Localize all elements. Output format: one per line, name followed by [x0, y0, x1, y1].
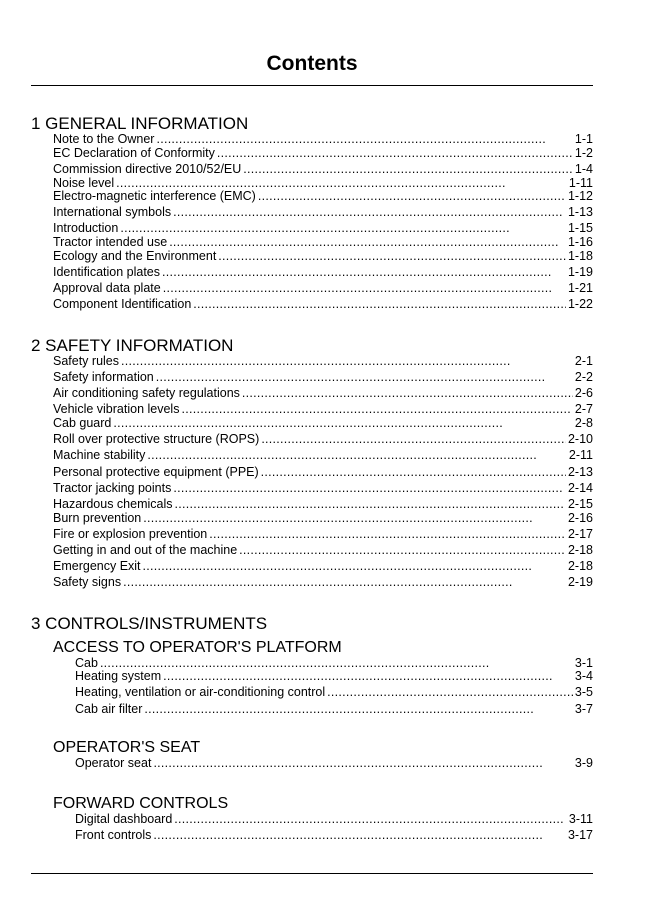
toc-entry[interactable]	[53, 559, 593, 574]
dot-leader	[242, 386, 573, 401]
toc-entry[interactable]	[53, 370, 593, 385]
toc-entry-title: Heating system	[75, 669, 162, 683]
toc-entry-title: Emergency Exit	[53, 559, 141, 573]
toc-entry[interactable]	[53, 162, 593, 177]
toc-entry-page: 3-5	[574, 685, 593, 699]
toc-entry-title: Personal protective equipment (PPE)	[53, 465, 259, 479]
dot-leader	[120, 221, 566, 236]
toc-entry-title: Safety rules	[53, 354, 120, 368]
toc-entry-page: 2-8	[574, 416, 593, 430]
toc-entry-title: Safety information	[53, 370, 154, 384]
toc-entry-page: 1-11	[568, 176, 593, 190]
toc-entry-title: Cab air filter	[75, 702, 143, 716]
toc-entry-title: Electro-magnetic interference (EMC)	[53, 189, 256, 203]
toc-entry[interactable]	[53, 235, 593, 250]
dot-leader	[121, 354, 573, 369]
toc-entry[interactable]	[75, 685, 593, 700]
toc-entry-title: Noise level	[53, 176, 115, 190]
toc-entry[interactable]	[53, 497, 593, 512]
toc-entry-title: Digital dashboard	[75, 812, 173, 826]
toc-entry[interactable]	[53, 386, 593, 401]
dot-leader	[143, 559, 566, 574]
dot-leader	[153, 828, 566, 843]
toc-entry[interactable]	[53, 297, 593, 312]
dot-leader	[173, 481, 566, 496]
toc-entry-title: Cab	[75, 656, 98, 670]
toc-entry-page: 1-4	[574, 162, 593, 176]
toc-entry[interactable]	[53, 146, 593, 161]
toc-entry[interactable]	[53, 281, 593, 296]
dot-leader	[147, 448, 567, 463]
toc-entry-title: EC Declaration of Conformity	[53, 146, 215, 160]
dot-leader	[327, 685, 573, 700]
toc-entry-title: Air conditioning safety regulations	[53, 386, 240, 400]
dot-leader	[261, 465, 566, 480]
toc-entry[interactable]	[53, 511, 593, 526]
toc-entry-title: Fire or explosion prevention	[53, 527, 208, 541]
dot-leader	[193, 297, 566, 312]
dot-leader	[209, 527, 566, 542]
dot-leader	[163, 281, 566, 296]
toc-entry-title: Tractor jacking points	[53, 481, 172, 495]
toc-entry-page: 1-22	[567, 297, 593, 311]
toc-entry-page: 3-11	[568, 812, 593, 826]
toc-entry[interactable]	[53, 189, 593, 204]
dot-leader	[153, 756, 572, 771]
toc-entry-page: 2-6	[574, 386, 593, 400]
toc-entry-title: Identification plates	[53, 265, 161, 279]
toc-entry-title: Introduction	[53, 221, 119, 235]
dot-leader	[173, 205, 566, 220]
toc-entry-title: Vehicle vibration levels	[53, 402, 180, 416]
toc-entry-page: 1-21	[567, 281, 593, 295]
toc-entry-title: Ecology and the Environment	[53, 249, 217, 263]
toc-entry-page: 2-1	[574, 354, 593, 368]
toc-entry-title: Approval data plate	[53, 281, 161, 295]
toc-entry[interactable]	[53, 221, 593, 236]
toc-entry-page: 1-13	[567, 205, 593, 219]
toc-entry-page: 2-18	[567, 543, 593, 557]
toc-entry[interactable]	[75, 756, 593, 771]
dot-leader	[156, 370, 573, 385]
toc-entry[interactable]	[75, 828, 593, 843]
toc-entry-page: 1-12	[567, 189, 593, 203]
toc-entry-page: 2-11	[568, 448, 593, 462]
toc-entry[interactable]	[75, 669, 593, 684]
toc-entry[interactable]	[53, 465, 593, 480]
toc-entry-page: 2-19	[567, 575, 593, 589]
toc-entry-page: 2-10	[567, 432, 593, 446]
dot-leader	[218, 249, 566, 264]
subsection-heading: ACCESS TO OPERATOR'S PLATFORM	[53, 639, 342, 656]
dot-leader	[163, 669, 573, 684]
toc-entry-page: 2-2	[574, 370, 593, 384]
toc-entry-title: Burn prevention	[53, 511, 142, 525]
dot-leader	[143, 511, 566, 526]
toc-entry-page: 3-4	[574, 669, 593, 683]
toc-entry-page: 3-9	[574, 756, 593, 770]
toc-entry-title: Front controls	[75, 828, 152, 842]
dot-leader	[239, 543, 566, 558]
toc-entry-page: 2-14	[567, 481, 593, 495]
toc-entry-page: 1-18	[567, 249, 593, 263]
dot-leader	[123, 575, 566, 590]
dot-leader	[162, 265, 566, 280]
toc-entry-page: 1-1	[574, 132, 593, 146]
toc-entry[interactable]	[53, 132, 593, 147]
toc-entry[interactable]	[53, 416, 593, 431]
toc-entry[interactable]	[53, 527, 593, 542]
toc-entry[interactable]	[53, 354, 593, 369]
toc-entry-title: Cab guard	[53, 416, 112, 430]
dot-leader	[169, 235, 566, 250]
toc-entry-page: 1-2	[574, 146, 593, 160]
toc-entry[interactable]	[53, 402, 593, 417]
section-heading: 2 SAFETY INFORMATION	[31, 336, 234, 355]
toc-entry-title: Safety signs	[53, 575, 122, 589]
toc-entry-page: 2-15	[567, 497, 593, 511]
toc-entry[interactable]	[53, 481, 593, 496]
page-title: Contents	[266, 52, 358, 75]
toc-entry[interactable]	[53, 432, 593, 447]
toc-entry-title: Component Identification	[53, 297, 192, 311]
dot-leader	[144, 702, 573, 717]
toc-entry-title: Hazardous chemicals	[53, 497, 173, 511]
dot-leader	[181, 402, 572, 417]
section-heading: 1 GENERAL INFORMATION	[31, 114, 249, 133]
toc-entry-page: 3-1	[574, 656, 593, 670]
toc-entry-page: 1-19	[567, 265, 593, 279]
toc-entry-title: Note to the Owner	[53, 132, 155, 146]
toc-entry[interactable]	[53, 249, 593, 264]
toc-entry-page: 1-15	[567, 221, 593, 235]
dot-leader	[217, 146, 573, 161]
dot-leader	[258, 189, 566, 204]
toc-entry[interactable]	[53, 265, 593, 280]
toc-entry-page: 2-13	[567, 465, 593, 479]
dot-leader	[243, 162, 573, 177]
toc-entry[interactable]	[75, 812, 593, 827]
dot-leader	[261, 432, 566, 447]
toc-entry-page: 2-7	[574, 402, 593, 416]
toc-entry-page: 1-16	[567, 235, 593, 249]
toc-entry-title: Commission directive 2010/52/EU	[53, 162, 242, 176]
dot-leader	[175, 497, 566, 512]
toc-entry[interactable]	[53, 543, 593, 558]
toc-entry-title: International symbols	[53, 205, 172, 219]
footer-divider	[31, 873, 593, 874]
toc-entry-title: Getting in and out of the machine	[53, 543, 238, 557]
toc-entry[interactable]	[53, 448, 593, 463]
toc-entry-title: Heating, ventilation or air-conditioning control	[75, 685, 326, 699]
toc-entry-title: Tractor intended use	[53, 235, 168, 249]
toc-entry-title: Roll over protective structure (ROPS)	[53, 432, 260, 446]
dot-leader	[174, 812, 567, 827]
toc-entry-page: 2-16	[567, 511, 593, 525]
dot-leader	[113, 416, 573, 431]
dot-leader	[156, 132, 572, 147]
subsection-heading: FORWARD CONTROLS	[53, 795, 229, 812]
subsection-heading: OPERATOR'S SEAT	[53, 739, 201, 756]
toc-entry[interactable]	[53, 575, 593, 590]
toc-entry-page: 3-17	[567, 828, 593, 842]
toc-entry-title: Machine stability	[53, 448, 146, 462]
toc-entry-page: 3-7	[574, 702, 593, 716]
toc-entry-page: 2-17	[567, 527, 593, 541]
toc-entry-page: 2-18	[567, 559, 593, 573]
toc-entry[interactable]	[53, 205, 593, 220]
section-heading: 3 CONTROLS/INSTRUMENTS	[31, 614, 268, 633]
toc-entry-title: Operator seat	[75, 756, 152, 770]
title-divider	[31, 85, 593, 86]
toc-entry[interactable]	[75, 702, 593, 717]
